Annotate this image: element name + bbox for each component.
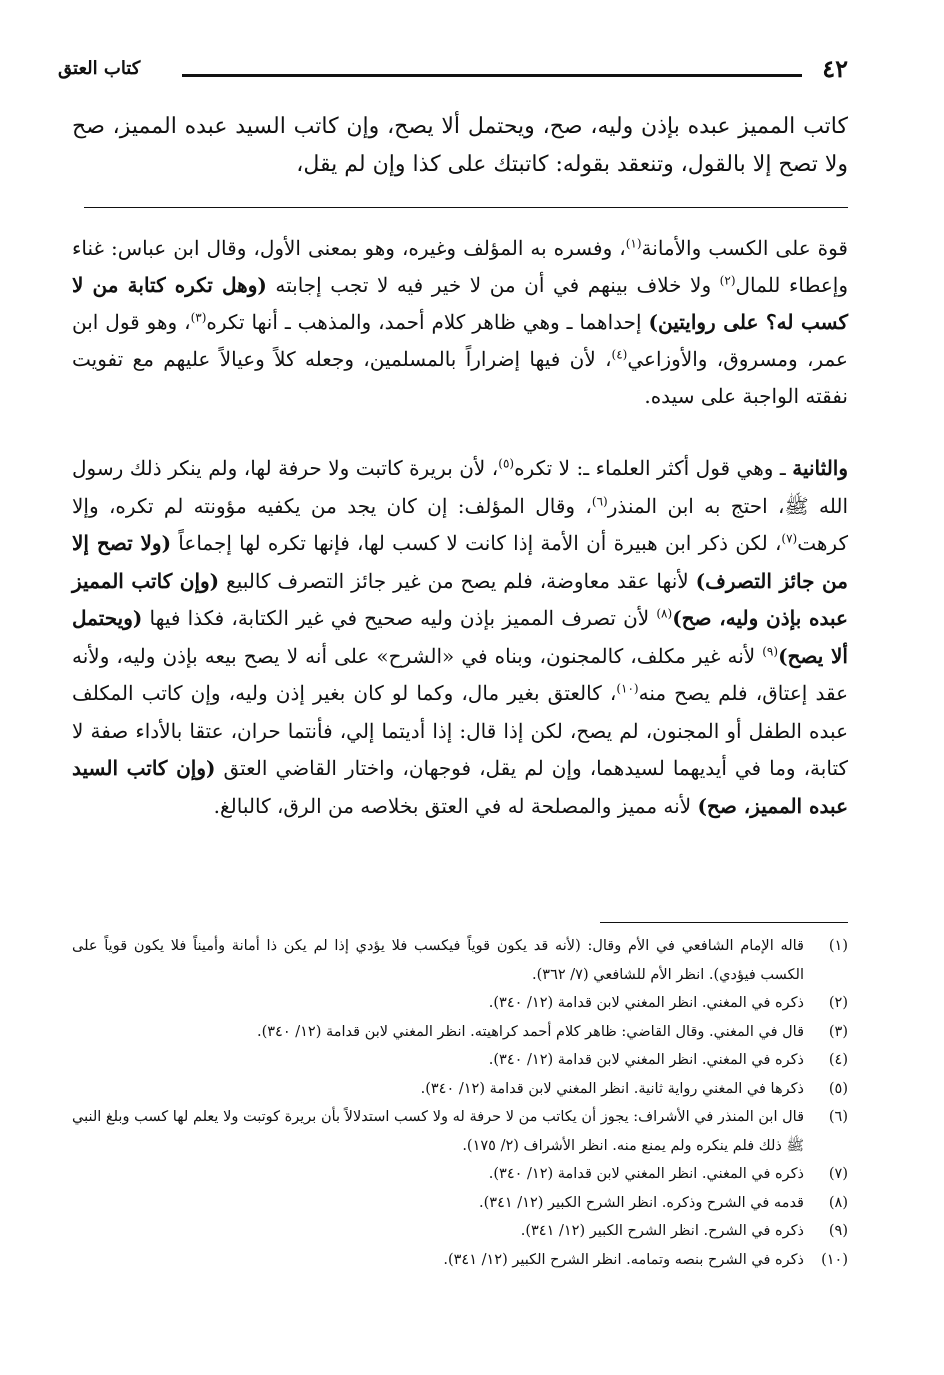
- footnote-text: قدمه في الشرح وذكره. انظر الشرح الكبير (١٢/ ٣٤١).: [479, 1194, 804, 1211]
- footnote-item: [72, 1160, 848, 1189]
- bold-matn-quote: (ويحتمل ألا يصح): [72, 606, 848, 668]
- footnote-ref[interactable]: (٣): [190, 310, 207, 325]
- footnote-ref[interactable]: (١): [625, 236, 642, 251]
- footnote-item: [72, 1075, 848, 1104]
- footnote-item: [72, 932, 848, 989]
- footnote-text: ذكرها في المغني رواية ثانية. انظر المغني لابن قدامة (١٢/ ٣٤٠).: [420, 1080, 804, 1097]
- footnote-text: ذكره في الشرح بنصه وتمامه. انظر الشرح الكبير (١٢/ ٣٤١).: [443, 1251, 804, 1268]
- footnote-number: (٥): [828, 1080, 848, 1097]
- page-number: ٤٢: [822, 54, 848, 83]
- footnote-item: [72, 989, 848, 1018]
- footnote-item: [72, 1217, 848, 1246]
- footnote-text: ذكره في المغني. انظر المغني لابن قدامة (١٢/ ٣٤٠).: [488, 1052, 804, 1068]
- text-run: ـ وهي قول أكثر العلماء ـ: لا تكره: [514, 456, 793, 480]
- matn-separator: [84, 207, 848, 208]
- text-run: لأنه مميز والمصلحة له في العتق بخلاصه من الرق، كالبالغ.: [213, 793, 698, 818]
- footnote-text: قاله الإمام الشافعي في الأم وقال: (لأنه قد يكون قوياً فيكسب فلا يؤدي إذا لم يكن ذا أمانة وأميناً فلا يكون قوياً على الكسب فيؤدي). انظر الأم للشافعي (٧/ ٣٦٢).: [72, 938, 804, 983]
- text-run: ، وفسره به المؤلف وغيره، وهو بمعنى الأول، وقال ابن عباس: غناء وإعطاء للمال: [72, 236, 849, 297]
- footnote-item: [72, 1018, 848, 1047]
- footnote-number: (١٠): [821, 1251, 848, 1268]
- text-run: ، لأن فيها إضراراً بالمسلمين، وجعله كلاً وعيالاً عليهم مع تفويت نفقته الواجبة على سيده.: [72, 347, 848, 408]
- footnote-number: (٧): [828, 1166, 848, 1182]
- commentary-paragraph-1: [72, 230, 848, 415]
- text-run: ولا خلاف بينهم في أن من لا خير فيه لا تجب إجابته: [266, 273, 720, 297]
- text-run: ، وهو قول ابن عمر، ومسروق، والأوزاعي: [72, 310, 848, 371]
- footnote-number: (٤): [828, 1052, 848, 1068]
- matn-text: [72, 108, 848, 184]
- footnote-item: [72, 1189, 848, 1218]
- footnote-ref[interactable]: (٢): [719, 273, 736, 288]
- footnote-number: (٩): [828, 1223, 848, 1239]
- text-run: ، لكن ذكر ابن هبيرة أن الأمة إذا كانت لا كسب لها، فإنها تكره لها إجماعاً: [171, 531, 782, 555]
- footnote-number: (٢): [828, 995, 848, 1011]
- footnotes-separator: [600, 922, 848, 923]
- footnote-text: ذكره في الشرح. انظر الشرح الكبير (١٢/ ٣٤١).: [520, 1223, 804, 1239]
- footnote-number: (١): [828, 938, 848, 954]
- footnote-number: (٦): [828, 1109, 848, 1125]
- commentary-paragraph-2: [72, 450, 848, 825]
- footnote-text: قال ابن المنذر في الأشراف: يجوز أن يكاتب من لا حرفة له ولا كسب استدلالاً بأن بريرة كوتبت ولا يعلم لها كسب وبلغ النبي ﷺ ذلك فلم ينكره ولم يمنع منه. انظر الأشراف (٢/ ١٧٥).: [72, 1109, 804, 1154]
- footnote-text: ذكره في المغني. انظر المغني لابن قدامة (١٢/ ٣٤٠).: [488, 995, 804, 1011]
- footnote-ref[interactable]: (٨): [656, 606, 673, 621]
- text-run: إحداهما ـ وهي ظاهر كلام أحمد، والمذهب ـ أنها تكره: [206, 310, 649, 334]
- text-run: ، وقال المؤلف: إن كان يجد من يكفيه مؤونته لم تكره، وإلا كرهت: [72, 493, 848, 555]
- footnote-item: [72, 1103, 848, 1160]
- bold-matn-quote: (ولا تصح إلا من جائز التصرف): [72, 531, 848, 593]
- text-run: لأن تصرف المميز بإذن وليه صحيح في غير الكتابة، فكذا فيها: [142, 606, 657, 630]
- matn-paragraph: كاتب المميز عبده بإذن وليه، صح، ويحتمل ألا يصح، وإن كاتب السيد عبده المميز، صح ولا تصح إلا بالقول، وتنعقد بقوله: كاتبتك على كذا وإن لم يقل،: [72, 114, 848, 177]
- footnote-item: [72, 1046, 848, 1075]
- bold-matn-quote: (وإن كاتب المميز عبده بإذن وليه، صح): [72, 568, 848, 630]
- text-run: لأنها عقد معاوضة، فلم يصح من غير جائز التصرف كالبيع: [219, 568, 696, 593]
- footnotes-list: [72, 932, 848, 1274]
- page-header: [58, 52, 848, 92]
- bold-matn-quote: والثانية: [792, 456, 848, 480]
- footnote-number: (٣): [828, 1023, 848, 1040]
- footnote-number: (٨): [828, 1194, 848, 1211]
- text-run: ، كالعتق بغير مال، وكما لو كان بغير إذن وليه، وإن كاتب المكلف عبده الطفل أو المجنون، لم يصح، لكن إذا قال: إذا أديتما إلي، فأنتما حران، عتقا بالأداء صفة لا كتابة، وما في أيديهما لسيدهما، وإن لم يقل، فوجهان، واختار القاضي العتق: [72, 681, 848, 780]
- footnote-text: قال في المغني. وقال القاضي: ظاهر كلام أحمد كراهيته. انظر المغني لابن قدامة (١٢/ ٣٤٠).: [256, 1023, 804, 1040]
- footnote-ref[interactable]: (٥): [498, 456, 515, 471]
- footnote-ref[interactable]: (٤): [611, 347, 628, 362]
- footnote-ref[interactable]: (٦): [591, 493, 608, 508]
- header-rule: [182, 74, 802, 77]
- running-title: كتاب العتق: [58, 58, 141, 79]
- bold-matn-quote: (وإن كاتب السيد عبده المميز، صح): [72, 756, 848, 818]
- footnote-text: ذكره في المغني. انظر المغني لابن قدامة (١٢/ ٣٤٠).: [488, 1166, 804, 1182]
- text-run: لأنه غير مكلف، كالمجنون، وبناه في «الشرح» على أنه لا يصح بيعه بإذن وليه، ولأنه عقد إعتاق، فلم يصح منه: [72, 643, 848, 705]
- footnote-item: [72, 1246, 848, 1275]
- footnote-ref[interactable]: (١٠): [616, 681, 639, 696]
- text-run: ، لأن بريرة كاتبت ولا حرفة لها، ولم ينكر ذلك رسول الله ﷺ، احتج به ابن المنذر: [72, 456, 848, 518]
- footnote-ref[interactable]: (٩): [762, 643, 779, 658]
- footnote-ref[interactable]: (٧): [781, 531, 798, 546]
- text-run: قوة على الكسب والأمانة: [641, 236, 848, 260]
- bold-matn-quote: (وهل تكره كتابة من لا كسب له؟ على روايتين): [72, 273, 848, 334]
